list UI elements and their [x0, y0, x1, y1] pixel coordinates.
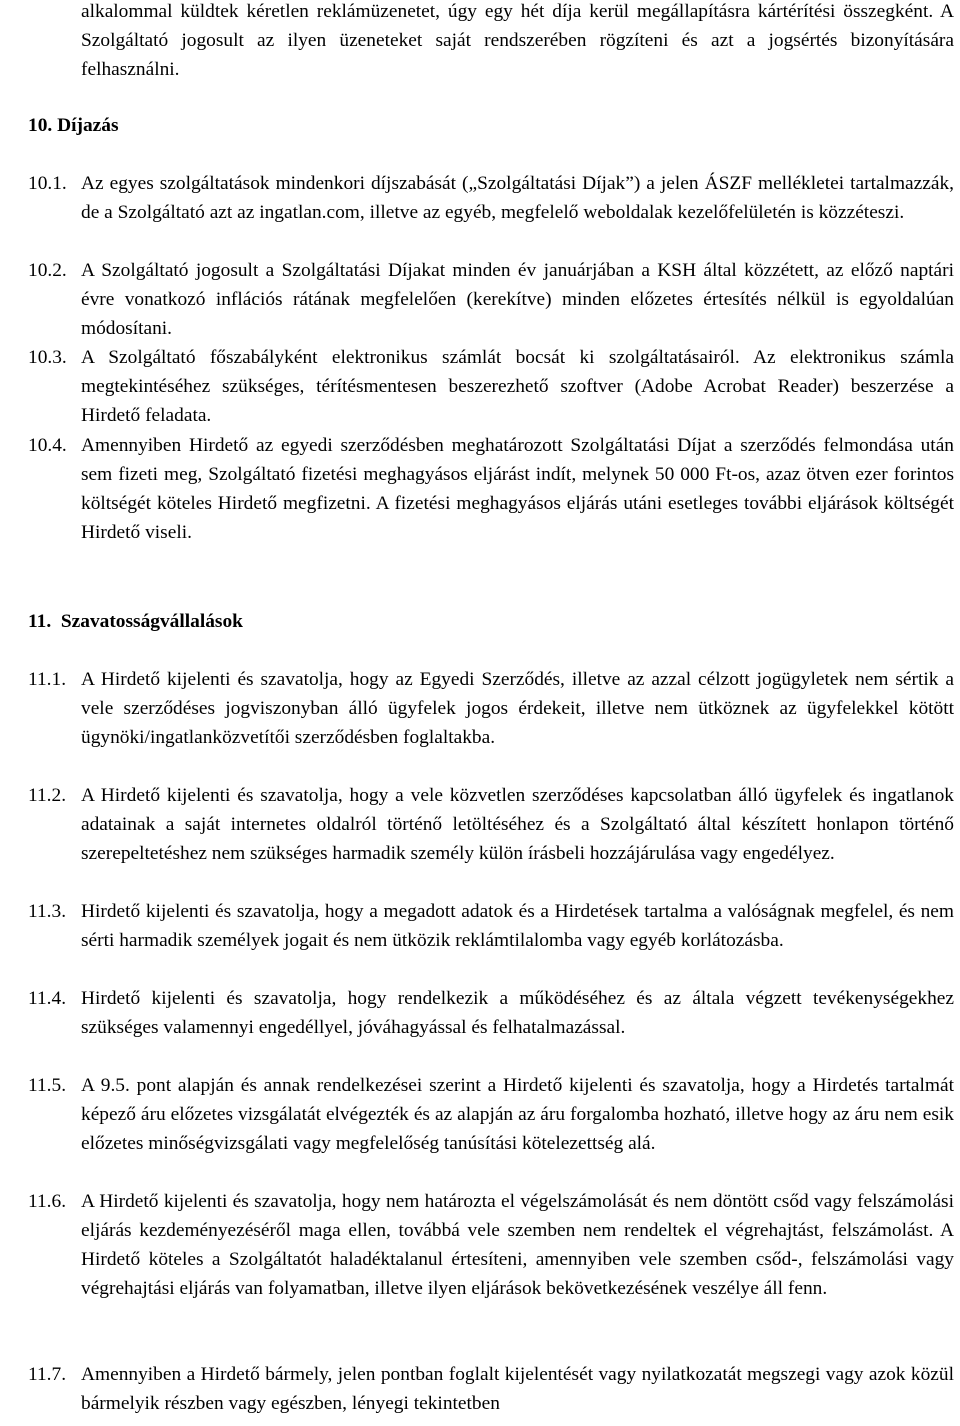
clause-number: 10.3. — [28, 347, 67, 368]
section-10-heading — [28, 112, 119, 141]
clause-11-5 — [28, 1072, 954, 1159]
clause-text: Amennyiben a Hirdető bármely, jelen pontban foglalt kijelentését vagy nyilatkozatát megszegi vagy azok közül bármelyik részben vagy egészben, lényegi tekintetben — [81, 1364, 954, 1414]
section-10-title: Díjazás — [57, 115, 119, 136]
section-11-heading — [28, 608, 243, 637]
clause-number: 11.5. — [28, 1075, 67, 1096]
clause-text: A Hirdető kijelenti és szavatolja, hogy a vele közvetlen szerződéses kapcsolatban álló ügyfelek és ingatlanok adatainak a saját internetes oldalról történő letöltéséhez és a Szolgáltató által készített honlapon történő szerepeltetéshez nem szükséges harmadik személy külön írásbeli hozzájárulása vagy engedélyez. — [81, 785, 954, 864]
clause-number: 11.7. — [28, 1364, 67, 1385]
clause-number: 11.2. — [28, 785, 67, 806]
clause-number: 11.4. — [28, 988, 67, 1009]
clause-number: 11.3. — [28, 901, 67, 922]
clause-text: A Hirdető kijelenti és szavatolja, hogy nem határozta el végelszámolását és nem döntött csőd vagy felszámolási eljárás kezdeményezéséről maga ellen, továbbá vele szemben nem rendeltek el végrehajtást, felszámolást. A Hirdető köteles a Szolgáltatót haladéktalanul értesíteni, amennyiben vele szemben csőd-, felszámolási vagy végrehajtási eljárás van folyamatban, illetve ilyen eljárások bekövetkezésének veszélye áll fenn. — [81, 1191, 954, 1299]
section-10-number: 10. — [28, 115, 53, 136]
clause-10-3 — [28, 344, 954, 431]
clause-text: Hirdető kijelenti és szavatolja, hogy a megadott adatok és a Hirdetések tartalma a valóságnak megfelel, és nem sérti harmadik személyek jogait és nem ütközik reklámtilalomba vagy egyéb korlátozásba. — [81, 901, 954, 951]
clause-number: 10.2. — [28, 260, 67, 281]
intro-paragraph: alkalommal küldtek kéretlen reklámüzenetet, úgy egy hét díja kerül megállapításra kártérítési összegként. A Szolgáltató jogosult az ilyen üzeneteket saját rendszerében rögzíteni és azt a jogsértés bizonyítására felhasználni. — [81, 1, 954, 80]
clause-number: 11.6. — [28, 1191, 67, 1212]
clause-10-1 — [28, 170, 954, 228]
clause-11-2 — [28, 782, 954, 869]
clause-text: Amennyiben Hirdető az egyedi szerződésben meghatározott Szolgáltatási Díjat a szerződés felmondása után sem fizeti meg, Szolgáltató fizetési meghagyásos eljárást indít, melynek 50 000 Ft-os, azaz ötven ezer forintos költségét köteles Hirdető megfizetni. A fizetési meghagyásos eljárás utáni esetleges további eljárások költségét Hirdető viseli. — [81, 435, 954, 543]
clause-11-4 — [28, 985, 954, 1043]
clause-11-6 — [28, 1188, 954, 1303]
clause-10-2 — [28, 257, 954, 344]
clause-text: Az egyes szolgáltatások mindenkori díjszabását („Szolgáltatási Díjak”) a jelen ÁSZF mellékletei tartalmazzák, de a Szolgáltató azt az ingatlan.com, illetve az egyéb, megfelelő weboldalak kezelőfelületén is közzéteszi. — [81, 173, 954, 223]
clause-text: A 9.5. pont alapján és annak rendelkezései szerint a Hirdető kijelenti és szavatolja, hogy a Hirdetés tartalmát képező áru előzetes vizsgálatát elvégezték és az alapján az áru forgalomba hozható, illetve hogy az áru nem esik előzetes minőségvizsgálati vagy megfelelőség tanúsítási kötelezettség alá. — [81, 1075, 954, 1154]
clause-11-1 — [28, 666, 954, 753]
clause-text: A Hirdető kijelenti és szavatolja, hogy az Egyedi Szerződés, illetve az azzal célzott jogügyletek nem sértik a vele szerződéses jogviszonyban álló ügyfelek jogos érdekeit, illetve nem ütköznek az ügyfelekkel kötött ügynöki/ingatlanközvetítői szerződésben foglaltakba. — [81, 669, 954, 748]
clause-text: A Szolgáltató főszabályként elektronikus számlát bocsát ki szolgáltatásairól. Az elektronikus számla megtekintéséhez szükséges, térítésmentesen beszerezhető szoftver (Adobe Acrobat Reader) beszerzése a Hirdető feladata. — [81, 347, 954, 426]
clause-11-3 — [28, 898, 954, 956]
section-11-number: 11. — [28, 611, 52, 632]
clause-11-7 — [28, 1361, 954, 1419]
section-11-title: Szavatosságvállalások — [60, 611, 243, 632]
clause-10-4 — [28, 432, 954, 547]
clause-text: A Szolgáltató jogosult a Szolgáltatási Díjakat minden év januárjában a KSH által közzétett, az előző naptári évre vonatkozó inflációs rátának megfelelően (kerekítve) minden előzetes értesítés nélkül is egyoldalúan módosítani. — [81, 260, 954, 339]
clause-number: 10.4. — [28, 435, 67, 456]
clause-number: 11.1. — [28, 669, 67, 690]
clause-text: Hirdető kijelenti és szavatolja, hogy rendelkezik a működéséhez és az általa végzett tevékenységekhez szükséges valamennyi engedéllyel, jóváhagyással és felhatalmazással. — [81, 988, 954, 1038]
clause-number: 10.1. — [28, 173, 67, 194]
